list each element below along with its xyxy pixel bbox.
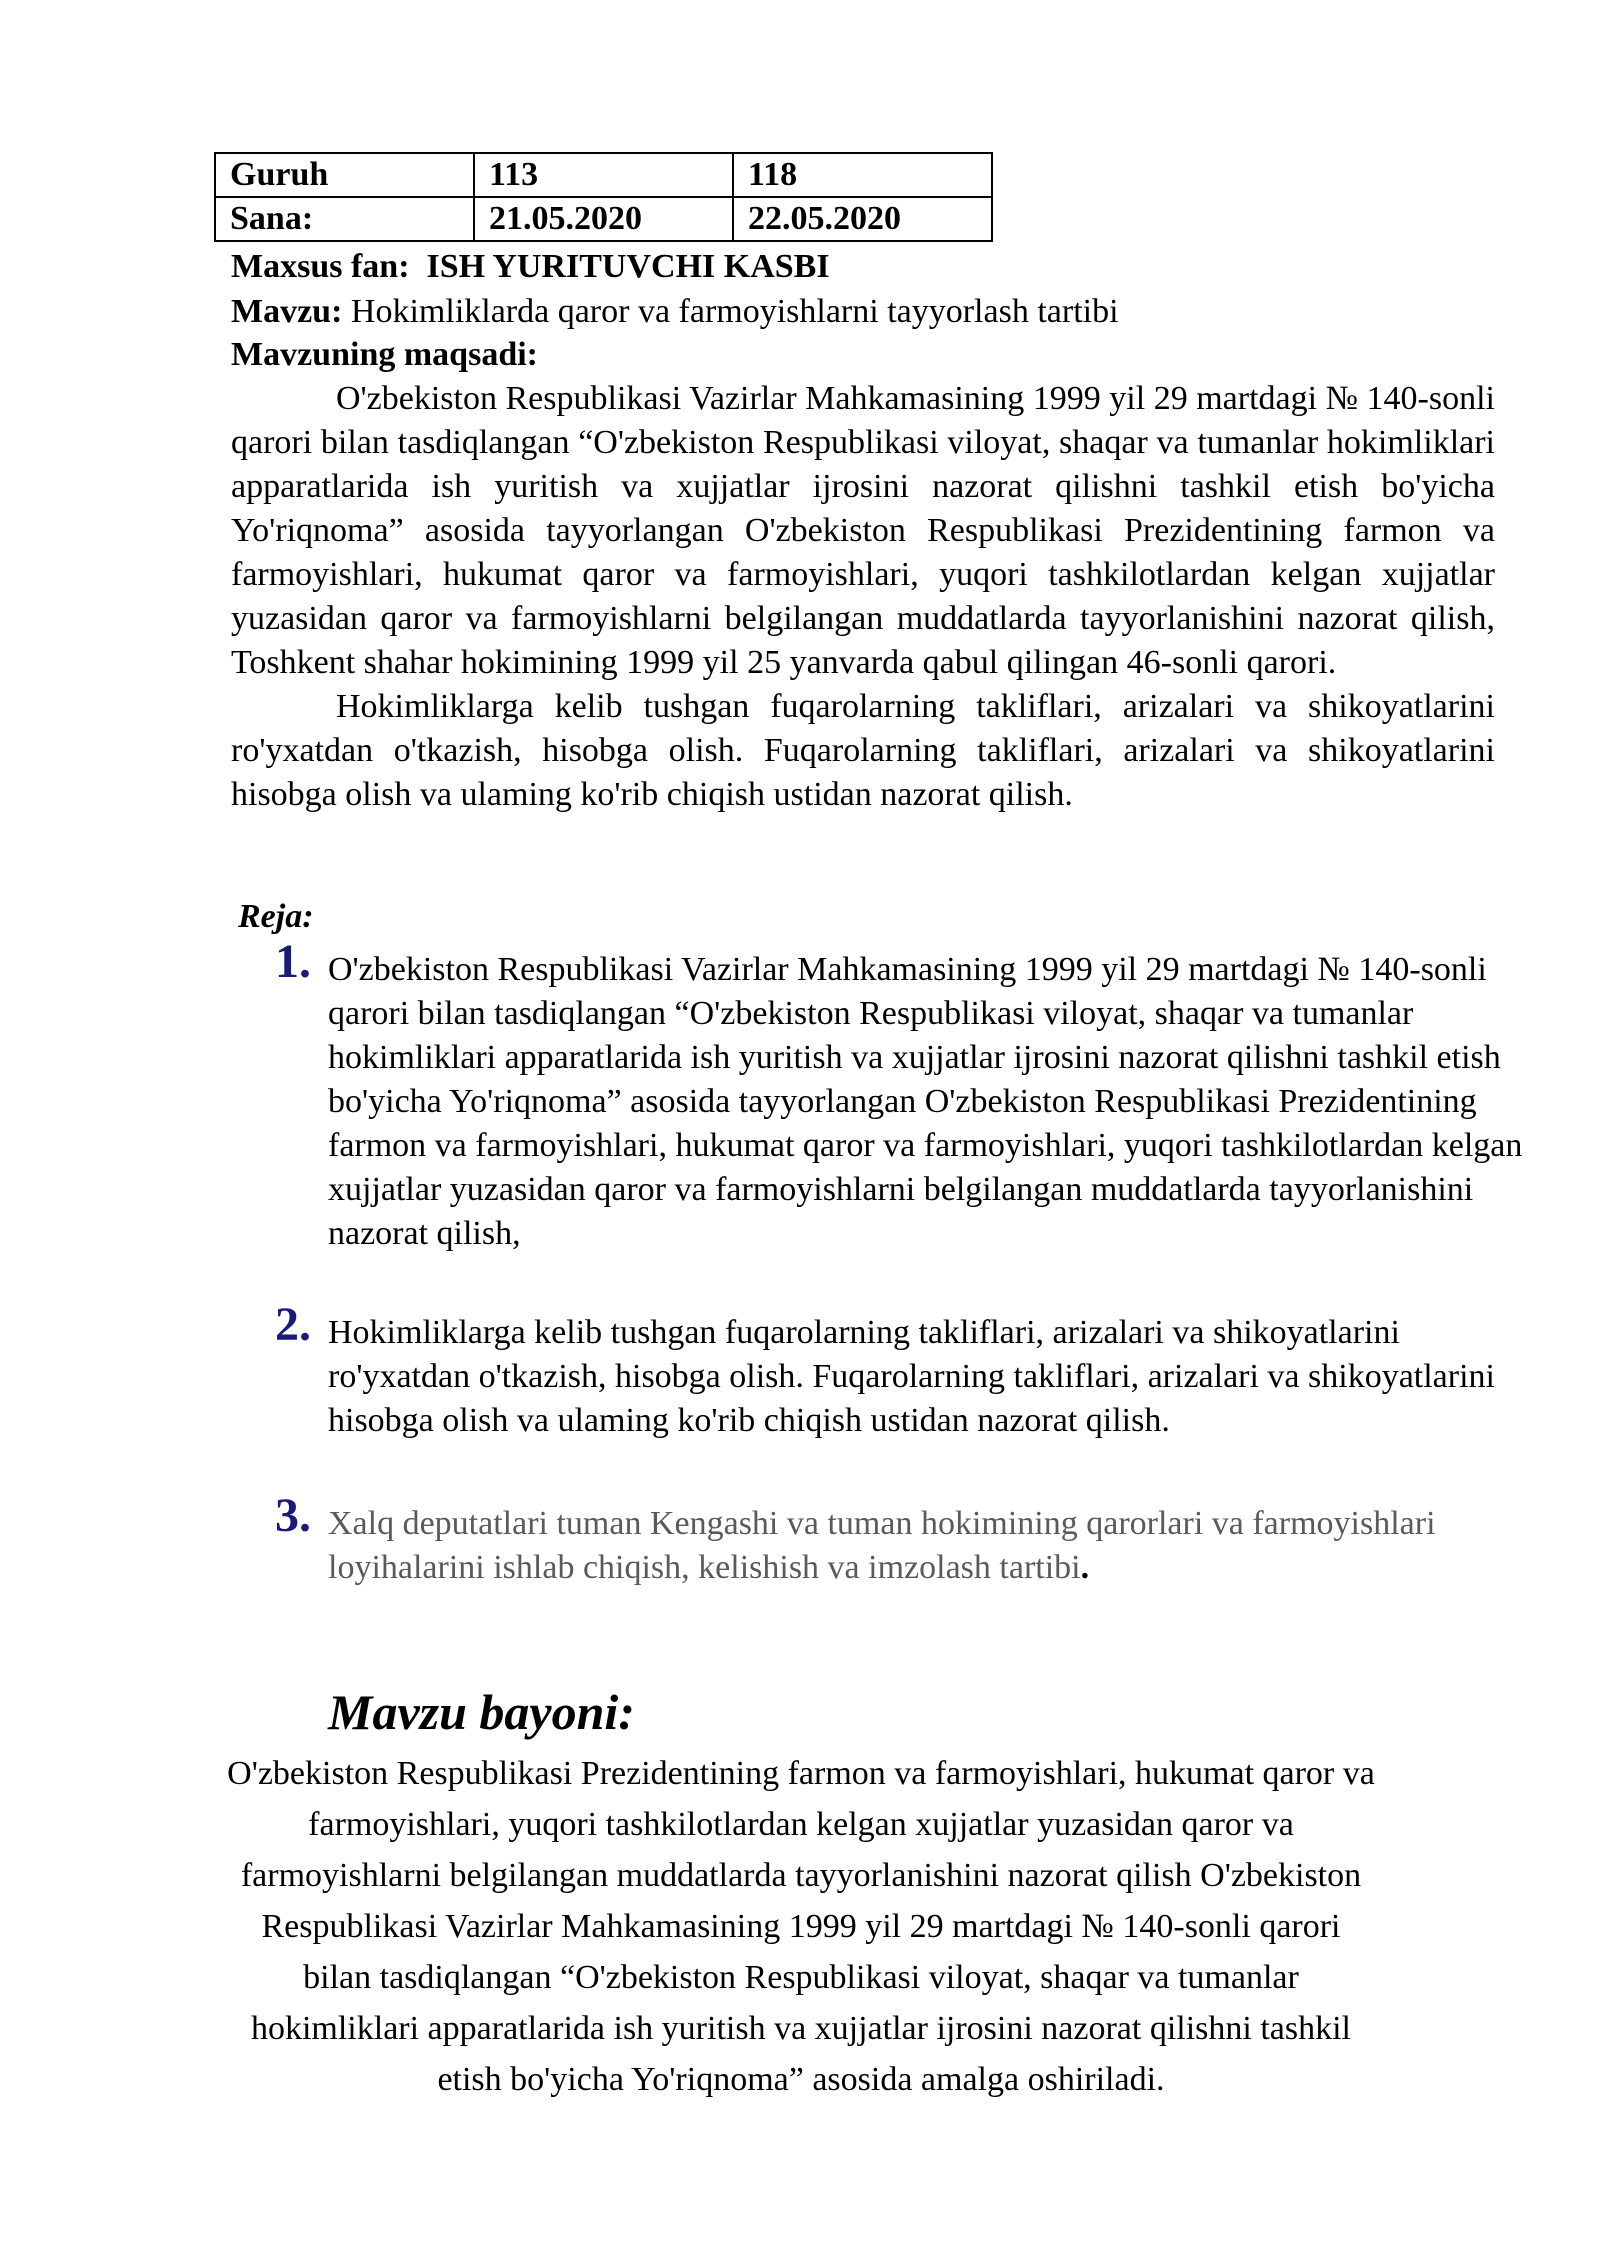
table-row xyxy=(215,197,992,241)
topic-value: Hokimliklarda qaror va farmoyishlarni tayyorlash tartibi xyxy=(350,293,1119,330)
subject-label: Maxsus fan: xyxy=(231,248,410,285)
explanation-body: O'zbekiston Respublikasi Prezidentining farmon va farmoyishlari, hukumat qaror va farmoyishlari, yuqori tashkilotlardan kelgan xujjatlar yuzasidan qaror va farmoyishlarni belgilangan muddatlarda tayyorlanishini nazorat qilish O'zbekiston Respublikasi Vazirlar Mahkamasining 1999 yil 29 martdagi № 140-sonli qarori bilan tasdiqlangan “O'zbekiston Respublikasi viloyat, shaqar va tumanlar hokimliklari apparatlarida ish yuritish va xujjatlar ijrosini nazorat qilishni tashkil etish bo'yicha Yo'riqnoma” asosida amalga oshiriladi. xyxy=(227,1755,1375,2098)
plan-item-text-wrap xyxy=(328,1502,1528,1590)
table-row xyxy=(215,153,992,197)
table-cell: 22.05.2020 xyxy=(733,197,992,241)
explanation-heading: Mavzu bayoni: xyxy=(328,1684,635,1740)
plan-item-number: 1. xyxy=(275,935,311,988)
plan-item-number: 2. xyxy=(275,1298,311,1351)
plan-item-text: O'zbekiston Respublikasi Vazirlar Mahkamasining 1999 yil 29 martdagi № 140-sonli qarori bilan tasdiqlangan “O'zbekiston Respublikasi viloyat, shaqar va tumanlar hokimliklari apparatlarida ish yuritish va xujjatlar ijrosini nazorat qilishni tashkil etish bo'yicha Yo'riqnoma” asosida tayyorlangan O'zbekiston Respublikasi Prezidentining farmon va farmoyishlari, hukumat qaror va farmoyishlari, yuqori tashkilotlardan kelgan xujjatlar yuzasidan qaror va farmoyishlarni belgilangan muddatlarda tayyorlanishini nazorat qilish, xyxy=(328,951,1523,1252)
table-cell: 113 xyxy=(474,153,733,197)
table-cell: Sana: xyxy=(215,197,474,241)
table-cell: 118 xyxy=(733,153,992,197)
plan-item-end: . xyxy=(1080,1549,1090,1586)
subject-value: ISH YURITUVCHI KASBI xyxy=(426,248,830,285)
goal-body xyxy=(231,377,1495,817)
plan-heading: Reja: xyxy=(238,898,314,935)
table-cell: Guruh xyxy=(215,153,474,197)
plan-item-text: Hokimliklarga kelib tushgan fuqarolarning takliflari, arizalari va shikoyatlarini ro'yxatdan o'tkazish, hisobga olish. Fuqarolarning takliflari, arizalari va shikoyatlarini hisobga olish va ulaming ko'rib chiqish ustidan nazorat qilish. xyxy=(328,1314,1495,1439)
plan-item-number: 3. xyxy=(275,1489,311,1542)
topic-label: Mavzu: xyxy=(231,293,343,330)
goal-heading: Mavzuning maqsadi: xyxy=(231,336,538,373)
topic-line xyxy=(231,290,1119,334)
goal-paragraph: Hokimliklarga kelib tushgan fuqarolarning takliflari, arizalari va shikoyatlarini ro'yxatdan o'tkazish, hisobga olish. Fuqarolarning takliflari, arizalari va shikoyatlarini hisobga olish va ulaming ko'rib chiqish ustidan nazorat qilish. xyxy=(231,688,1495,813)
group-date-table xyxy=(214,152,993,242)
subject-line xyxy=(231,245,830,289)
plan-item-text: Xalq deputatlari tuman Kengashi va tuman hokimining qarorlari va farmoyishlari loyihalarini ishlab chiqish, kelishish va imzolash tartibi xyxy=(328,1505,1436,1586)
table-cell: 21.05.2020 xyxy=(474,197,733,241)
goal-paragraph: O'zbekiston Respublikasi Vazirlar Mahkamasining 1999 yil 29 martdagi № 140-sonli qarori bilan tasdiqlangan “O'zbekiston Respublikasi viloyat, shaqar va tumanlar hokimliklari apparatlarida ish yuritish va xujjatlar ijrosini nazorat qilishni tashkil etish bo'yicha Yo'riqnoma” asosida tayyorlangan O'zbekiston Respublikasi Prezidentining farmon va farmoyishlari, hukumat qaror va farmoyishlari, yuqori tashkilotlardan kelgan xujjatlar yuzasidan qaror va farmoyishlarni belgilangan muddatlarda tayyorlanishini nazorat qilish, Toshkent shahar hokimining 1999 yil 25 yanvarda qabul qilingan 46-sonli qarori. xyxy=(231,380,1495,681)
